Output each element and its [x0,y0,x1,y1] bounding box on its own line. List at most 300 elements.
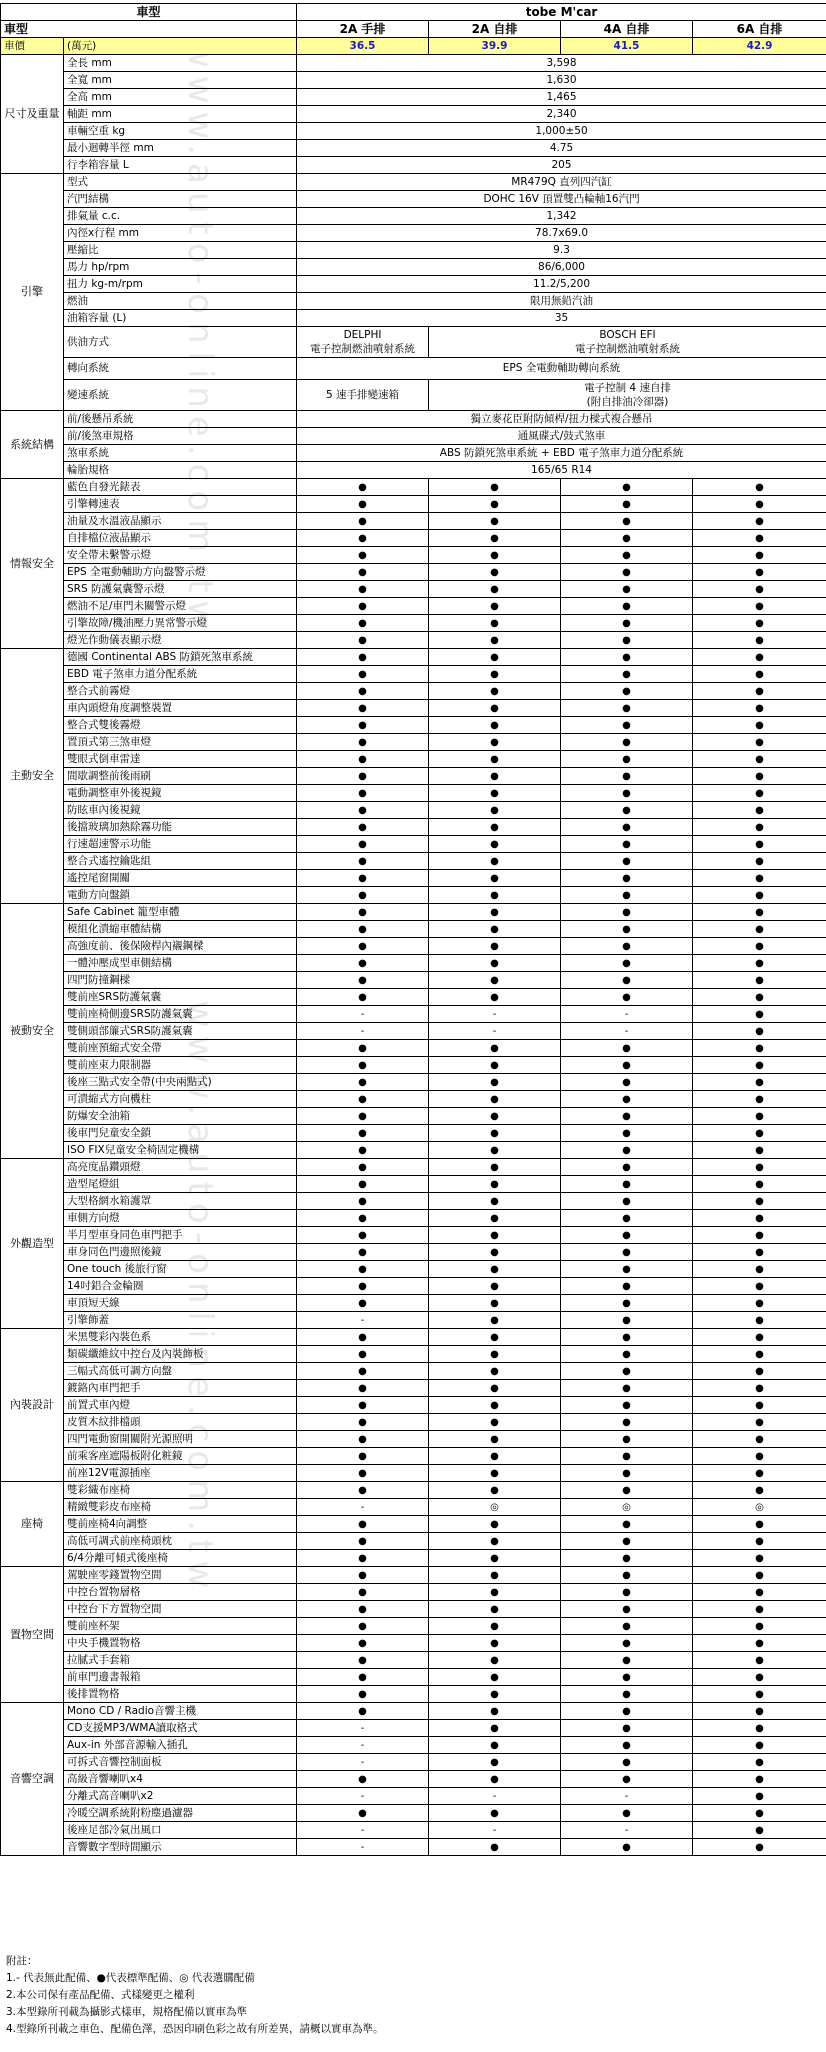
feature-row [1,1091,826,1108]
feature-label: 藍色自發光錶表 [64,479,297,496]
spec-label: 全寬 mm [64,72,297,89]
spec-label: 扭力 kg-m/rpm [64,276,297,293]
feature-label: 分離式高音喇叭x2 [64,1788,297,1805]
feature-row [1,1686,826,1703]
spec-label: 型式 [64,174,297,191]
feature-row [1,1329,826,1346]
feature-mark: ● [561,1278,693,1295]
spec-label: 汽門結構 [64,191,297,208]
feature-mark: ● [693,1261,826,1278]
spec-label: 最小迴轉半徑 mm [64,140,297,157]
spec-row [1,140,826,157]
feature-mark: ● [693,955,826,972]
feature-mark: ● [693,1703,826,1720]
feature-row [1,972,826,989]
spec-value: 2,340 [297,106,826,123]
feature-mark: ◎ [561,1499,693,1516]
feature-row [1,938,826,955]
feature-mark: ● [693,513,826,530]
feature-mark: ● [429,1397,561,1414]
feature-mark: ● [561,751,693,768]
feature-mark: ● [693,1159,826,1176]
feature-mark: ● [429,1839,561,1856]
feature-mark: ● [693,1788,826,1805]
feature-mark: ● [693,547,826,564]
feature-mark: ● [297,1448,429,1465]
price-row [1,38,826,55]
feature-mark: ● [561,1771,693,1788]
feature-mark: ● [297,1635,429,1652]
feature-row [1,1839,826,1856]
feature-row [1,1516,826,1533]
fuel-auto-line: BOSCH EFI [599,329,656,341]
category-label: 系統結構 [1,411,64,479]
spec-row [1,89,826,106]
feature-mark: ● [429,955,561,972]
feature-mark: ● [429,1295,561,1312]
feature-label: Mono CD / Radio音響主機 [64,1703,297,1720]
spec-row [1,293,826,310]
feature-mark: ● [561,1380,693,1397]
spec-row [1,462,826,479]
spec-label: 全長 mm [64,55,297,72]
feature-mark: ● [561,717,693,734]
feature-row [1,921,826,938]
feature-mark: ● [297,479,429,496]
feature-mark: ● [693,802,826,819]
feature-row [1,989,826,1006]
feature-mark: ● [561,1329,693,1346]
feature-mark: ● [693,1006,826,1023]
feature-mark: - [297,1023,429,1040]
feature-mark: ● [297,1431,429,1448]
feature-mark: ● [693,870,826,887]
feature-mark: ● [693,1125,826,1142]
feature-mark: ● [297,1193,429,1210]
feature-label: 整合式遙控鑰匙組 [64,853,297,870]
feature-mark: ● [429,683,561,700]
gearbox-auto-line: 電子控制 4 速自排 [584,382,671,394]
feature-mark: ● [693,1057,826,1074]
feature-mark: ● [429,1176,561,1193]
feature-row [1,1261,826,1278]
feature-mark: - [297,1312,429,1329]
feature-mark: ● [693,972,826,989]
feature-mark: - [297,1788,429,1805]
feature-mark: ● [429,751,561,768]
feature-mark: ● [429,1448,561,1465]
feature-label: 冷暖空調系統附粉塵過濾器 [64,1805,297,1822]
spec-label: 油箱容量 (L) [64,310,297,327]
model-name: tobe M'car [297,4,826,21]
fuel-manual-line: 電子控制燃油噴射系統 [310,343,416,355]
feature-label: One touch 後旅行窗 [64,1261,297,1278]
feature-row [1,632,826,649]
feature-mark: ● [297,802,429,819]
feature-label: Aux-in 外部音源輸入插孔 [64,1737,297,1754]
feature-mark: ● [561,904,693,921]
feature-mark: ● [693,853,826,870]
feature-mark: ● [693,1108,826,1125]
feature-mark: ● [429,1329,561,1346]
note-line: 3.本型錄所刊載為攝影式樣車，規格配備以實車為準 [6,2006,248,2018]
feature-mark: ● [561,836,693,853]
feature-mark: ● [693,700,826,717]
spec-label: 排氣量 c.c. [64,208,297,225]
feature-mark: ● [693,1465,826,1482]
feature-mark: ● [297,1074,429,1091]
spec-value: 1,465 [297,89,826,106]
feature-mark: ● [297,1210,429,1227]
feature-mark: ● [693,1839,826,1856]
feature-mark: ● [429,887,561,904]
feature-mark: ● [429,1210,561,1227]
feature-mark: ● [693,1380,826,1397]
spec-value: 1,630 [297,72,826,89]
feature-mark: ● [693,785,826,802]
feature-mark: ● [297,1346,429,1363]
feature-row [1,1754,826,1771]
feature-mark: ● [561,1125,693,1142]
feature-mark: ● [429,700,561,717]
spec-label: 轉向系統 [64,358,297,380]
feature-mark: ● [429,1601,561,1618]
spec-row [1,411,826,428]
feature-mark: ● [297,1686,429,1703]
feature-row [1,1567,826,1584]
version-2a-manual: 2A 手排 [297,21,429,38]
feature-mark: ● [429,1567,561,1584]
feature-mark: ● [429,530,561,547]
feature-mark: ● [561,564,693,581]
feature-mark: ● [693,1754,826,1771]
feature-mark: ● [693,1618,826,1635]
feature-mark: ● [561,598,693,615]
category-label: 置物空間 [1,1567,64,1703]
feature-label: 安全帶未繫警示燈 [64,547,297,564]
feature-mark: ● [693,1074,826,1091]
feature-mark: ● [429,1516,561,1533]
feature-row [1,1346,826,1363]
feature-mark: ● [297,887,429,904]
feature-mark: ● [429,1703,561,1720]
feature-mark: ● [297,955,429,972]
feature-label: 引擎轉速表 [64,496,297,513]
spec-label: 前/後懸吊系統 [64,411,297,428]
spec-row [1,174,826,191]
feature-row [1,649,826,666]
feature-mark: - [429,1822,561,1839]
feature-mark: ● [429,1346,561,1363]
feature-label: Safe Cabinet 籠型車體 [64,904,297,921]
feature-mark: ● [429,1244,561,1261]
feature-mark: ● [561,530,693,547]
feature-mark: ● [693,921,826,938]
feature-row [1,1499,826,1516]
feature-mark: ● [693,683,826,700]
feature-mark: ● [561,1465,693,1482]
feature-row [1,1448,826,1465]
feature-row [1,1703,826,1720]
feature-label: 電動方向盤鎖 [64,887,297,904]
feature-mark: ● [693,836,826,853]
version-4a-auto: 4A 自排 [561,21,693,38]
feature-mark: ● [429,1125,561,1142]
spec-value: 165/65 R14 [297,462,826,479]
feature-label: 高級音響喇叭x4 [64,1771,297,1788]
feature-row [1,1414,826,1431]
category-label: 情報安全 [1,479,64,649]
feature-mark: ● [561,1720,693,1737]
spec-row [1,191,826,208]
spec-row [1,225,826,242]
feature-mark: ● [297,972,429,989]
spec-label: 前/後煞車規格 [64,428,297,445]
feature-mark: ● [561,1448,693,1465]
feature-mark: ● [693,598,826,615]
feature-mark: ● [297,1142,429,1159]
feature-row [1,785,826,802]
feature-mark: ● [693,819,826,836]
feature-label: 雙前座預縮式安全帶 [64,1040,297,1057]
spec-label: 供油方式 [64,327,297,358]
feature-mark: - [561,1822,693,1839]
feature-row [1,683,826,700]
feature-mark: ● [561,1635,693,1652]
feature-row [1,1363,826,1380]
feature-mark: ● [561,734,693,751]
watermark-bottom: www.auto-online.com.tw [180,1000,220,1597]
spec-row [1,106,826,123]
feature-row [1,751,826,768]
category-label: 音響空調 [1,1703,64,1856]
category-label: 被動安全 [1,904,64,1159]
feature-mark: ● [561,768,693,785]
feature-mark: ● [693,1040,826,1057]
feature-mark: ● [693,615,826,632]
feature-mark: ● [561,496,693,513]
feature-mark: ● [693,1584,826,1601]
note-line: 1.- 代表無此配備、●代表標準配備、◎ 代表選購配備 [6,1972,255,1984]
feature-label: 車頂短天線 [64,1295,297,1312]
feature-mark: ● [297,1057,429,1074]
feature-label: 14吋鋁合金輪圈 [64,1278,297,1295]
feature-mark: ● [297,734,429,751]
feature-label: 類碳纖維紋中控台及內裝飾板 [64,1346,297,1363]
feature-mark: ● [693,1669,826,1686]
feature-label: 皮質木紋排檔頭 [64,1414,297,1431]
feature-label: 燈光作動儀表顯示燈 [64,632,297,649]
feature-mark: ● [561,1482,693,1499]
feature-label: 前座12V電源插座 [64,1465,297,1482]
feature-mark: ● [297,989,429,1006]
feature-row [1,581,826,598]
feature-row [1,955,826,972]
feature-mark: ● [693,1193,826,1210]
feature-label: 整合式前霧燈 [64,683,297,700]
feature-row [1,1176,826,1193]
feature-mark: ● [693,1686,826,1703]
feature-mark: ● [693,1210,826,1227]
feature-mark: ● [429,598,561,615]
feature-mark: ● [429,513,561,530]
feature-label: 置頂式第三煞車燈 [64,734,297,751]
feature-mark: ● [297,768,429,785]
feature-mark: ● [429,581,561,598]
feature-mark: ● [297,1176,429,1193]
feature-label: 四門電動窗開關附光源照明 [64,1431,297,1448]
feature-mark: ● [297,683,429,700]
fuel-auto [429,327,826,358]
feature-row [1,1210,826,1227]
feature-mark: - [561,1006,693,1023]
feature-mark: ● [297,1040,429,1057]
feature-row [1,547,826,564]
spec-label: 車輛空重 kg [64,123,297,140]
feature-mark: ● [297,700,429,717]
feature-mark: ● [561,1669,693,1686]
feature-row [1,1669,826,1686]
feature-mark: ● [297,598,429,615]
gearbox-manual: 5 速手排變速箱 [297,380,429,411]
feature-mark: ● [297,1771,429,1788]
feature-row [1,1737,826,1754]
feature-mark: ● [297,819,429,836]
feature-label: ISO FIX兒童安全椅固定機構 [64,1142,297,1159]
feature-mark: - [297,1737,429,1754]
feature-mark: ● [693,1533,826,1550]
table-title: 車型 [1,4,297,21]
feature-mark: ● [693,1142,826,1159]
feature-mark: ● [561,513,693,530]
feature-mark: ● [561,1210,693,1227]
feature-mark: - [297,1006,429,1023]
feature-mark: ● [693,1278,826,1295]
feature-mark: ● [429,1465,561,1482]
feature-mark: ● [693,1771,826,1788]
feature-row [1,1380,826,1397]
feature-mark: ● [297,1091,429,1108]
feature-mark: ● [429,496,561,513]
feature-mark: ● [561,1618,693,1635]
feature-row [1,1482,826,1499]
feature-mark: ● [693,751,826,768]
feature-mark: ● [561,1686,693,1703]
feature-label: 德國 Continental ABS 防鎖死煞車系統 [64,649,297,666]
spec-value: DOHC 16V 頂置雙凸輪軸16汽門 [297,191,826,208]
feature-mark: ● [693,1363,826,1380]
spec-value: MR479Q 直列四汽缸 [297,174,826,191]
spec-row [1,310,826,327]
spec-label: 全高 mm [64,89,297,106]
spec-label: 馬力 hp/rpm [64,259,297,276]
feature-mark: ● [693,1516,826,1533]
feature-mark: ● [297,921,429,938]
feature-row [1,802,826,819]
feature-mark: ● [429,1159,561,1176]
feature-mark: ● [693,1550,826,1567]
feature-row [1,496,826,513]
feature-mark: ● [429,1363,561,1380]
spec-label: 內徑x行程 mm [64,225,297,242]
feature-mark: ● [429,564,561,581]
spec-table-body [1,4,826,1856]
feature-mark: ● [297,785,429,802]
feature-label: EBD 電子煞車力道分配系統 [64,666,297,683]
feature-row [1,1074,826,1091]
feature-mark: ● [561,955,693,972]
feature-mark: ● [561,853,693,870]
feature-mark: ● [561,989,693,1006]
version-6a-auto: 6A 自排 [693,21,826,38]
category-label: 引擎 [1,174,64,411]
spec-row [1,428,826,445]
feature-mark: ● [429,666,561,683]
feature-mark: ● [561,1057,693,1074]
feature-mark: ● [297,1108,429,1125]
feature-row [1,1108,826,1125]
price-2a-manual: 36.5 [297,38,429,55]
feature-row [1,1618,826,1635]
feature-label: 可拆式音響控制面板 [64,1754,297,1771]
notes [6,1953,384,2038]
feature-label: 中控台下方置物空間 [64,1601,297,1618]
feature-label: 雙側頭部簾式SRS防護氣囊 [64,1023,297,1040]
gearbox-auto-line: (附自排油冷卻器) [586,396,669,408]
feature-label: 精緻雙彩皮布座椅 [64,1499,297,1516]
feature-label: 車內頭燈角度調整裝置 [64,700,297,717]
feature-mark: ● [561,1737,693,1754]
feature-mark: ● [693,989,826,1006]
spec-label: 變速系統 [64,380,297,411]
feature-label: 雙前座SRS防護氣囊 [64,989,297,1006]
feature-row [1,1193,826,1210]
feature-label: 米黑雙彩內裝色系 [64,1329,297,1346]
feature-mark: ● [693,496,826,513]
feature-mark: ● [429,479,561,496]
feature-mark: ● [693,1176,826,1193]
feature-mark: ● [693,938,826,955]
feature-mark: ● [561,938,693,955]
feature-row [1,904,826,921]
category-label: 尺寸及重量 [1,55,64,174]
feature-label: 油量及水溫液晶顯示 [64,513,297,530]
feature-mark: ● [693,1227,826,1244]
spec-value: 限用無鉛汽油 [297,293,826,310]
feature-mark: ● [297,1601,429,1618]
feature-row [1,1278,826,1295]
feature-mark: - [297,1754,429,1771]
feature-mark: ● [429,1074,561,1091]
feature-label: 後排置物格 [64,1686,297,1703]
spec-row [1,327,826,358]
feature-label: 中央手機置物格 [64,1635,297,1652]
feature-mark: ● [561,870,693,887]
feature-label: 雙前座椅4向調整 [64,1516,297,1533]
feature-label: 雙前座束力限制器 [64,1057,297,1074]
feature-mark: ● [429,1584,561,1601]
feature-mark: ● [297,1227,429,1244]
feature-mark: - [297,1822,429,1839]
feature-mark: ● [693,1448,826,1465]
feature-mark: ● [561,649,693,666]
feature-mark: ● [429,1431,561,1448]
feature-row [1,1244,826,1261]
feature-mark: ● [297,1278,429,1295]
feature-mark: - [297,1499,429,1516]
feature-label: 電動調整車外後視鏡 [64,785,297,802]
feature-mark: ● [561,1805,693,1822]
